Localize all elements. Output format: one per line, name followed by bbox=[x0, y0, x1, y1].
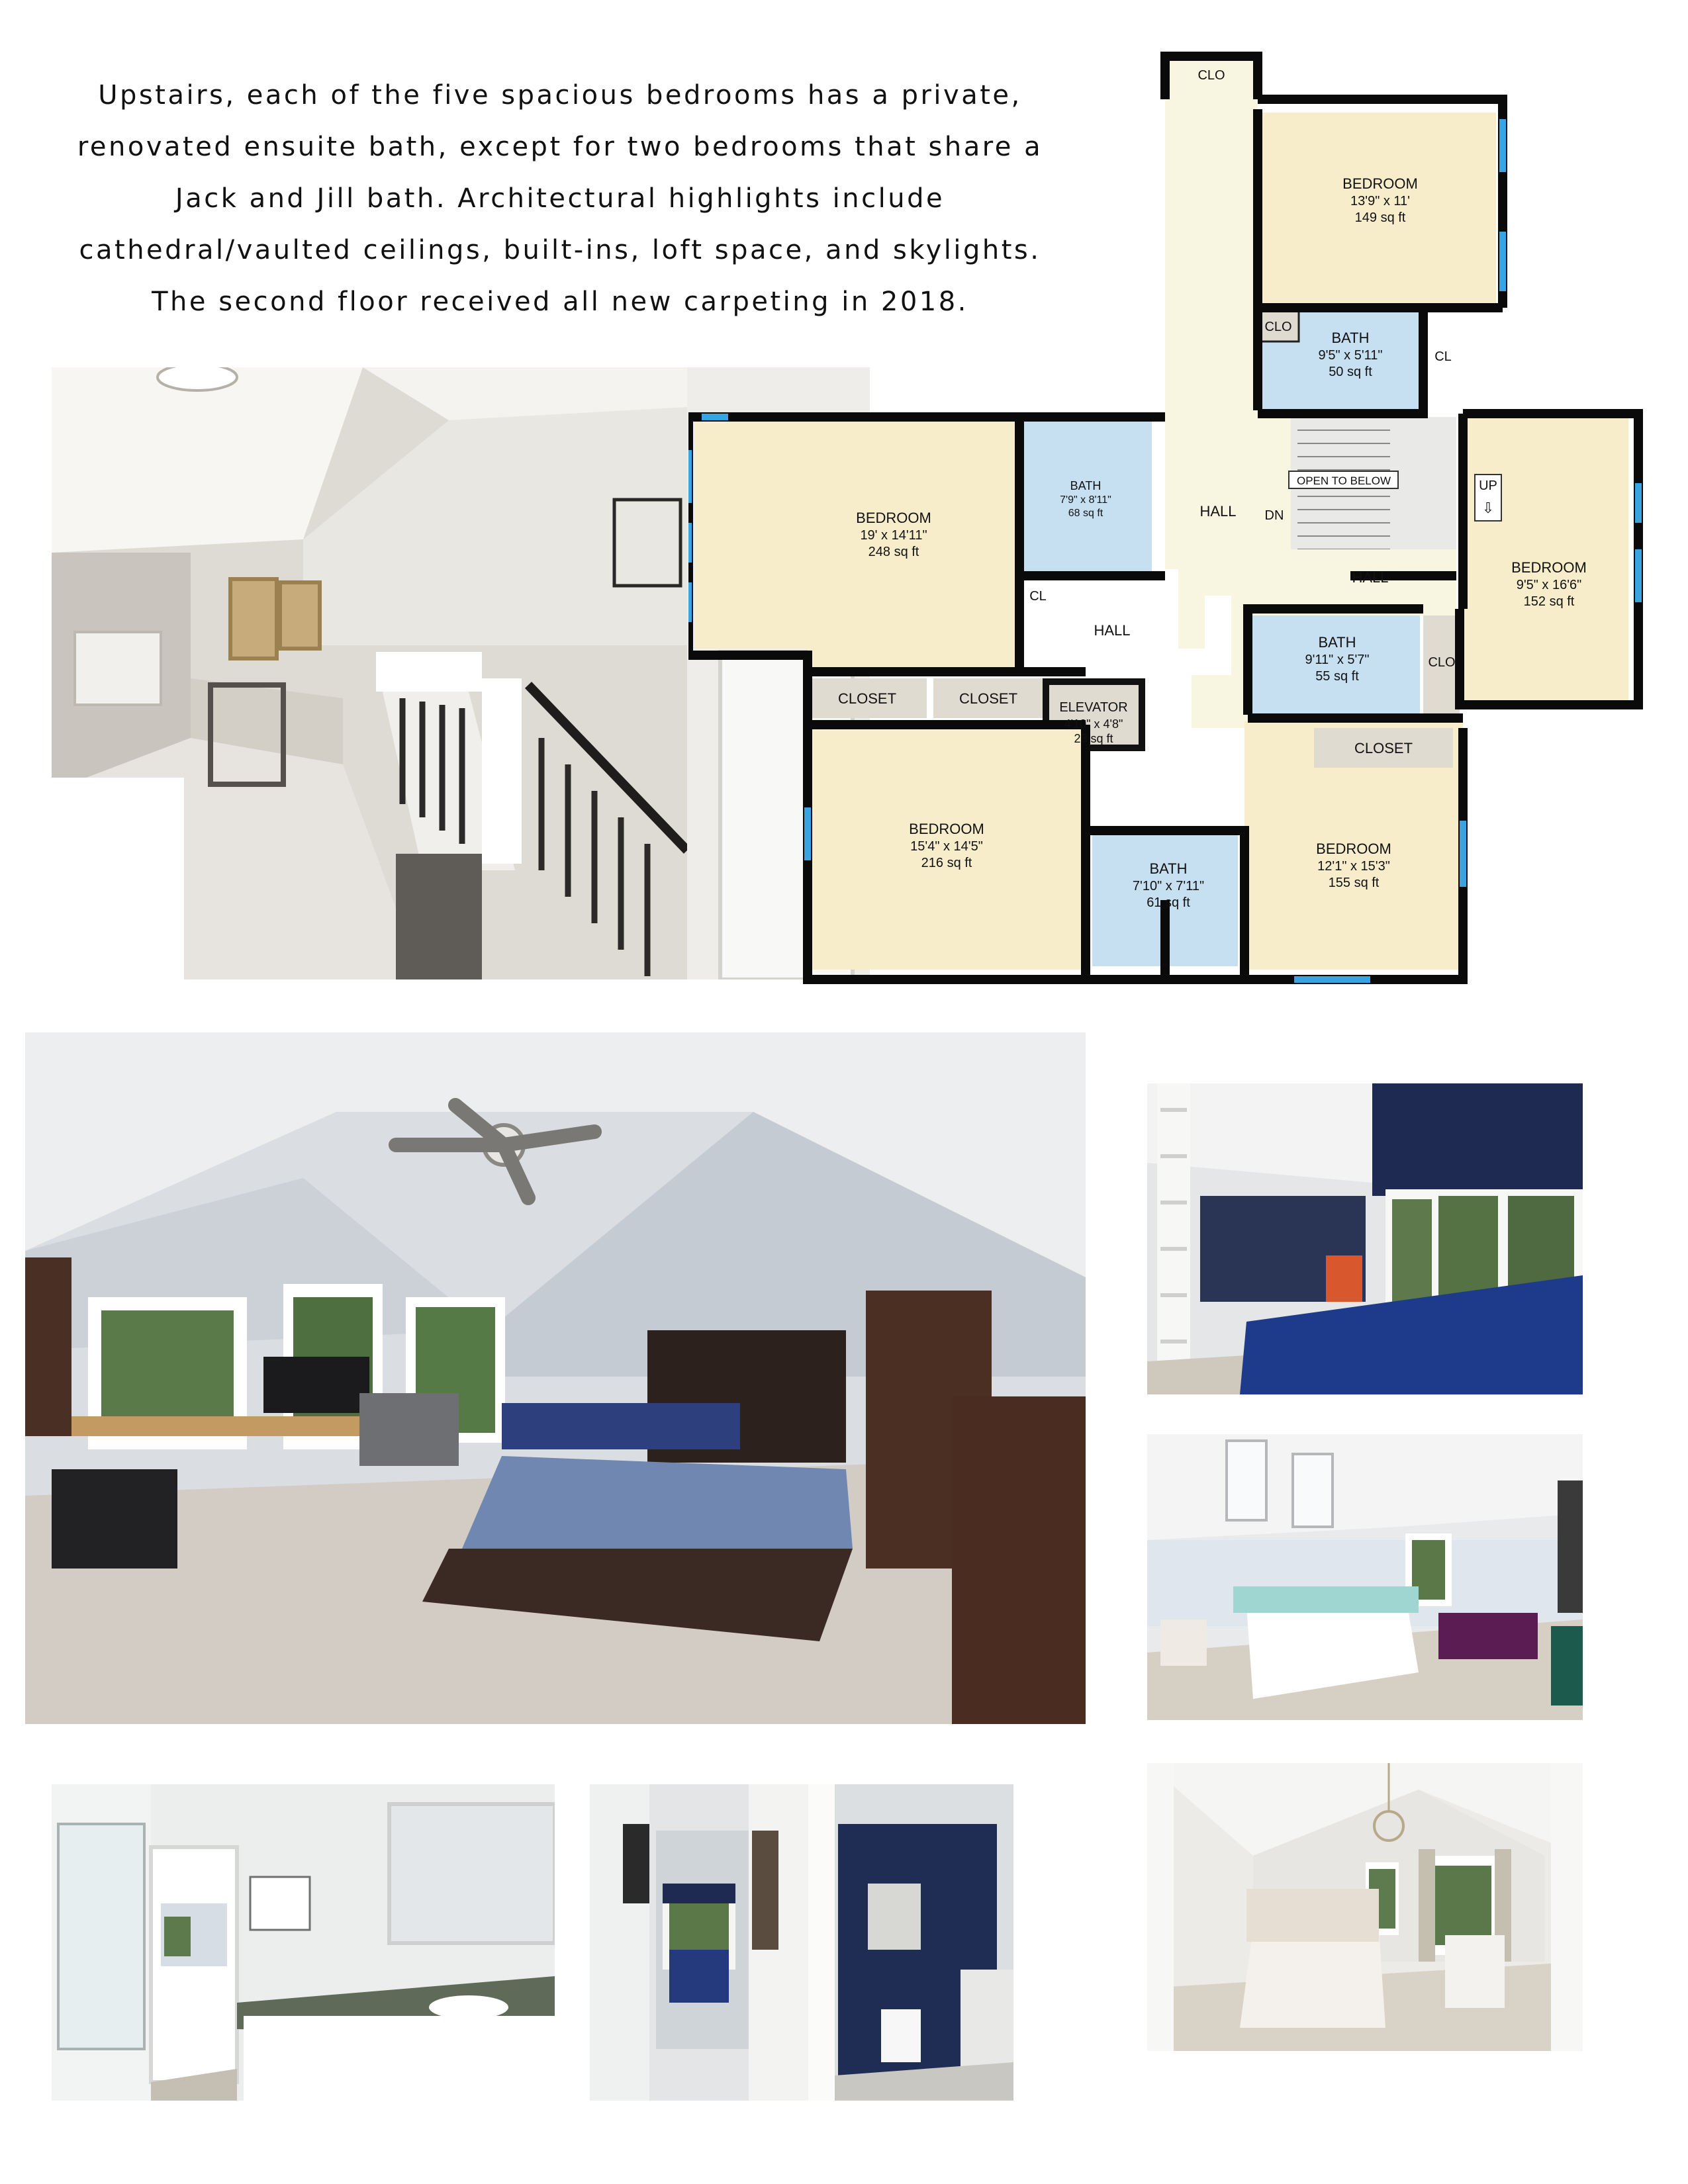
label-bedroom-sw-area: 216 sq ft bbox=[921, 856, 972, 870]
label-cl-ne: CL bbox=[1434, 349, 1452, 364]
label-bedroom-w-dim: 19' x 14'11" bbox=[860, 528, 927, 543]
label-bath-w-dim: 7'9" x 8'11" bbox=[1060, 494, 1111, 506]
intro-line: renovated ensuite bath, except for two bedrooms that share a bbox=[77, 132, 1043, 162]
bedroom-ne bbox=[1258, 113, 1496, 304]
label-bath-s-area: 61 sq ft bbox=[1147, 895, 1190, 910]
photo-light-bedroom bbox=[1147, 1763, 1583, 2051]
label-bath-e: BATH bbox=[1318, 634, 1356, 651]
label-closet-3: CLOSET bbox=[1354, 740, 1413, 756]
label-clo-top: CLO bbox=[1197, 68, 1225, 83]
label-bedroom-w-area: 248 sq ft bbox=[868, 545, 919, 559]
label-bath-ne-area: 50 sq ft bbox=[1329, 365, 1372, 379]
photo-navy-bedroom bbox=[1147, 1083, 1583, 1394]
intro-line: Upstairs, each of the five spacious bedrooms has a private, bbox=[98, 80, 1022, 111]
label-bedroom-se-area: 155 sq ft bbox=[1328, 876, 1380, 890]
intro-line: The second floor received all new carpeting in 2018. bbox=[152, 287, 968, 317]
label-dn: DN bbox=[1264, 508, 1284, 523]
label-closet-1: CLOSET bbox=[837, 690, 897, 707]
label-bedroom-se: BEDROOM bbox=[1316, 841, 1391, 857]
label-bedroom-e-dim: 9'5" x 16'6" bbox=[1516, 578, 1582, 592]
label-elevator-area: 23 sq ft bbox=[1074, 732, 1113, 745]
label-clo-ne: CLO bbox=[1264, 320, 1292, 334]
intro-line: cathedral/vaulted ceilings, built-ins, loft space, and skylights. bbox=[79, 235, 1041, 265]
photo-bath-vanity bbox=[52, 1784, 555, 2101]
label-bath-ne: BATH bbox=[1331, 330, 1370, 346]
bedroom-w bbox=[695, 417, 1019, 675]
label-hall-main: HALL bbox=[1199, 503, 1237, 520]
intro-line: Jack and Jill bath. Architectural highlights include bbox=[175, 183, 945, 214]
floor-plan bbox=[688, 40, 1655, 993]
label-open-below: OPEN TO BELOW bbox=[1296, 475, 1391, 487]
label-clo-e: CLO bbox=[1428, 655, 1456, 670]
label-bath-e-dim: 9'11" x 5'7" bbox=[1305, 653, 1370, 667]
label-bath-e-area: 55 sq ft bbox=[1315, 669, 1359, 684]
label-bath-w-area: 68 sq ft bbox=[1068, 508, 1103, 519]
label-bedroom-ne: BEDROOM bbox=[1342, 175, 1418, 192]
label-bedroom-se-dim: 12'1" x 15'3" bbox=[1317, 859, 1390, 874]
label-bedroom-ne-area: 149 sq ft bbox=[1354, 210, 1406, 225]
label-bedroom-sw-dim: 15'4" x 14'5" bbox=[910, 839, 983, 854]
photo-main-bedroom bbox=[25, 1032, 1086, 1724]
label-bedroom-w: BEDROOM bbox=[856, 510, 931, 526]
label-elevator: ELEVATOR bbox=[1059, 700, 1128, 715]
label-hall-w: HALL bbox=[1094, 622, 1131, 639]
label-bath-w: BATH bbox=[1070, 479, 1102, 492]
hall-floor-lower bbox=[1165, 410, 1271, 543]
label-bedroom-sw: BEDROOM bbox=[909, 821, 984, 837]
label-bedroom-e-area: 152 sq ft bbox=[1523, 594, 1575, 609]
label-bedroom-e: BEDROOM bbox=[1511, 559, 1587, 576]
label-closet-2: CLOSET bbox=[959, 690, 1018, 707]
label-bedroom-ne-dim: 13'9" x 11' bbox=[1350, 194, 1410, 208]
down-arrow-icon: ⇩ bbox=[1481, 500, 1495, 516]
label-bath-s-dim: 7'10" x 7'11" bbox=[1132, 879, 1205, 893]
label-up: UP bbox=[1479, 478, 1497, 493]
label-cl-w: CL bbox=[1029, 589, 1047, 604]
label-hall-e: HALL bbox=[1352, 569, 1389, 586]
photo-skylight-bedroom bbox=[1147, 1434, 1583, 1720]
label-bath-s: BATH bbox=[1149, 860, 1188, 877]
label-bath-ne-dim: 9'5" x 5'11" bbox=[1318, 348, 1383, 363]
photo-jack-jill-hall bbox=[590, 1784, 1056, 2101]
label-elevator-dim: 4'10" x 4'8" bbox=[1064, 717, 1123, 731]
